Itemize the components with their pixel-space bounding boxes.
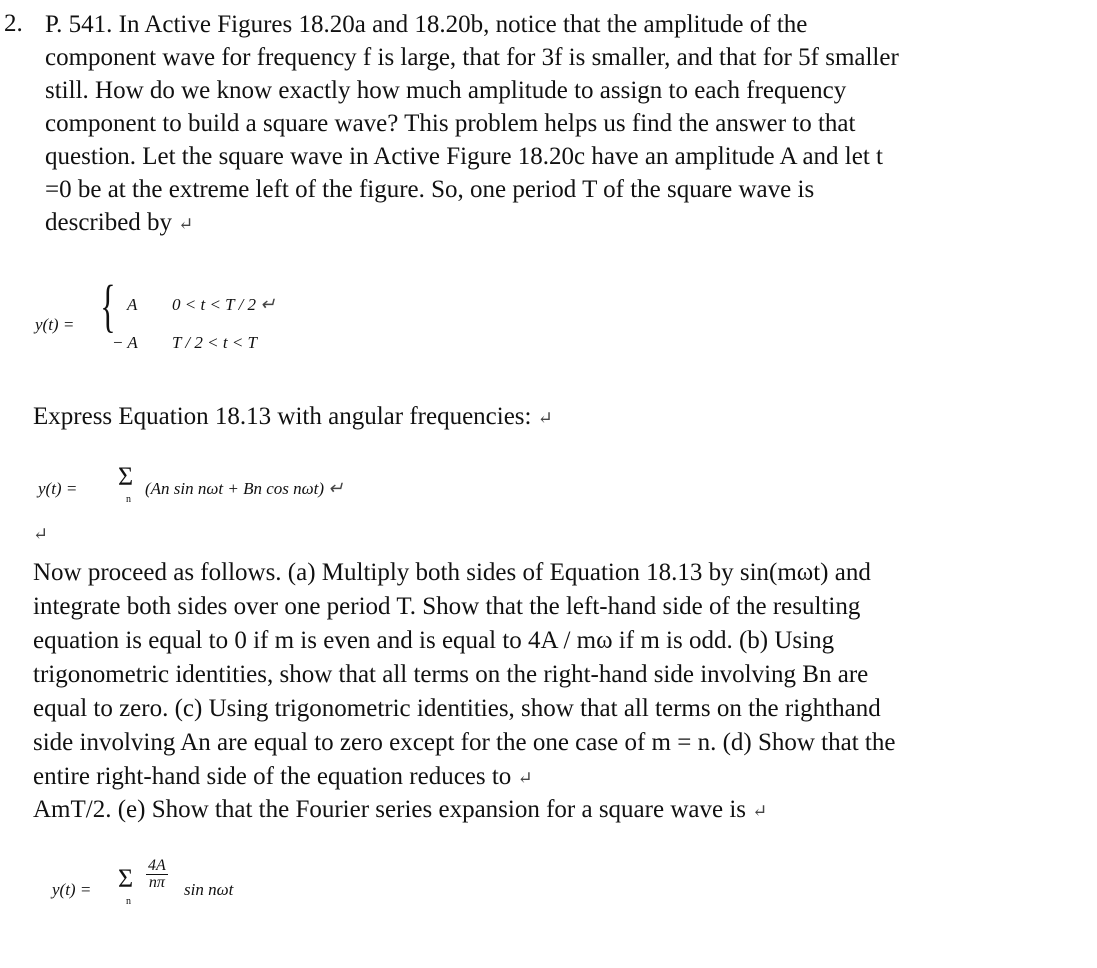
intro-line-1: P. 541. In Active Figures 18.20a and 18.20b, notice that the amplitude of the: [45, 11, 808, 38]
piecewise-case1-cond-text: 0 < t < T / 2: [172, 295, 257, 314]
intro-line-7-text: described by: [45, 209, 173, 236]
proceed-line-7-text: entire right-hand side of the equation reduces to: [33, 763, 512, 790]
fourier-tail: sin nωt: [184, 880, 234, 899]
piecewise-case2-cond: T / 2 < t < T: [172, 333, 257, 352]
problem-number: 2.: [4, 10, 23, 37]
fourier-fraction: [146, 858, 168, 891]
piecewise-lhs: y(t) =: [35, 315, 75, 334]
paragraph-mark: ↵: [537, 408, 553, 428]
part-e-line: [33, 793, 767, 828]
fourier-frac: [146, 858, 168, 891]
fourier-numerator: 4A: [148, 857, 166, 874]
express-line: [33, 400, 553, 435]
intro-line-7: [45, 206, 193, 241]
empty-paragraph-mark: ↵: [33, 524, 49, 544]
fourier-sigma: Σ: [118, 864, 134, 893]
piecewise-case1-value: A: [127, 295, 138, 314]
proceed-line-3: equation is equal to 0 if m is even and is equal to 4A / mω if m is odd. (b) Using: [33, 627, 835, 654]
series-sigma: Σ: [118, 462, 134, 491]
part-e-text: AmT/2. (e) Show that the Fourier series expansion for a square wave is: [33, 796, 747, 823]
fourier-sigma-sub: n: [126, 896, 131, 907]
series-body: [145, 472, 343, 505]
piecewise-brace: {: [100, 273, 116, 338]
series-lhs: y(t) =: [38, 479, 78, 498]
proceed-line-7: [33, 760, 533, 795]
piecewise-case1-cond: [172, 288, 275, 321]
intro-line-6: =0 be at the extreme left of the figure. So, one period T of the square wave is: [45, 176, 815, 203]
proceed-line-1: Now proceed as follows. (a) Multiply both sides of Equation 18.13 by sin(mωt) and: [33, 559, 871, 586]
proceed-line-6: side involving An are equal to zero except for the one case of m = n. (d) Show that the: [33, 729, 896, 756]
paragraph-mark: ↵: [752, 801, 768, 821]
express-line-text: Express Equation 18.13 with angular frequencies:: [33, 403, 532, 430]
series-sigma-sub: n: [126, 494, 131, 505]
paragraph-mark: ↵: [260, 294, 276, 314]
proceed-line-5: equal to zero. (c) Using trigonometric identities, show that all terms on the righthand: [33, 695, 881, 722]
intro-line-2: component wave for frequency f is large, that for 3f is smaller, and that for 5f smaller: [45, 44, 899, 71]
piecewise-case2-value: − A: [112, 333, 138, 352]
intro-line-4: component to build a square wave? This problem helps us find the answer to that: [45, 110, 856, 137]
paragraph-mark: ↵: [328, 478, 344, 498]
intro-line-5: question. Let the square wave in Active Figure 18.20c have an amplitude A and let t: [45, 143, 883, 170]
fourier-denominator: nπ: [148, 874, 165, 891]
proceed-line-4: trigonometric identities, show that all terms on the right-hand side involving Bn are: [33, 661, 869, 688]
paragraph-mark: ↵: [517, 768, 533, 788]
paragraph-mark: ↵: [178, 214, 194, 234]
fourier-lhs: y(t) =: [52, 880, 92, 899]
proceed-line-2: integrate both sides over one period T. Show that the left-hand side of the resulting: [33, 593, 861, 620]
series-body-text: (An sin nωt + Bn cos nωt): [145, 479, 325, 498]
intro-line-3: still. How do we know exactly how much amplitude to assign to each frequency: [45, 77, 847, 104]
